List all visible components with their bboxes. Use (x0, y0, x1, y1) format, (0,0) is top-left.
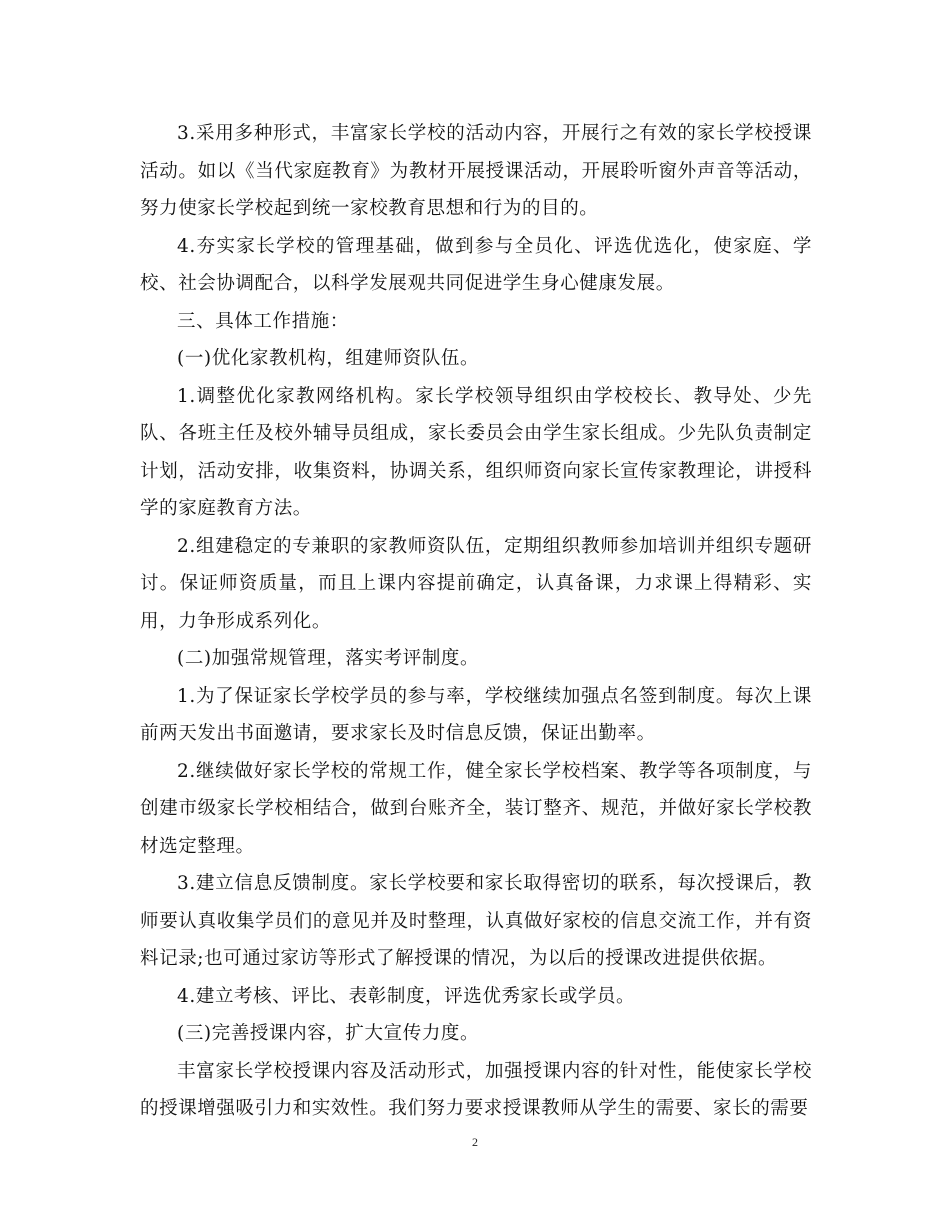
paragraph-measure-3-1: 丰富家长学校授课内容及活动形式，加强授课内容的针对性，能使家长学校的授课增强吸引力和实效性。我们努力要求授课教师从学生的需要、家长的需要 (140, 1060, 812, 1119)
paragraph-measure-2-3: 3.建立信息反馈制度。家长学校要和家长取得密切的联系，每次授课后，教师要认真收集学员们的意见并及时整理，认真做好家校的信息交流工作，并有资料记录;也可通过家访等形式了解授课的情况，为以后的授课改进提供依据。 (140, 873, 812, 969)
paragraph-measure-2-2: 2.继续做好家长学校的常规工作，健全家长学校档案、教学等各项制度，与创建市级家长学校相结合，做到台账齐全，装订整齐、规范，并做好家长学校教材选定整理。 (140, 760, 812, 857)
page-number: 2 (472, 1135, 478, 1149)
document-body (140, 115, 812, 1128)
paragraph-measure-2-4: 4.建立考核、评比、表彰制度，评选优秀家长或学员。 (177, 985, 636, 1007)
subsection-heading-2: (二)加强常规管理，落实考评制度。 (177, 648, 480, 669)
paragraph-measure-1-1: 1.调整优化家教网络机构。家长学校领导组织由学校校长、教导处、少先队、各班主任及校外辅导员组成，家长委员会由学生家长组成。少先队负责制定计划，活动安排，收集资料，协调关系，组织师资向家长宣传家教理论，讲授科学的家庭教育方法。 (140, 385, 812, 519)
section-heading-measures: 三、具体工作措施： (177, 310, 349, 332)
subsection-heading-3: (三)完善授课内容，扩大宣传力度。 (177, 1023, 480, 1044)
subsection-heading-1: (一)优化家教机构，组建师资队伍。 (177, 348, 480, 369)
paragraph-measure-2-1: 1.为了保证家长学校学员的参与率，学校继续加强点名签到制度。每次上课前两天发出书面邀请，要求家长及时信息反馈，保证出勤率。 (140, 685, 812, 744)
paragraph-item-4: 4.夯实家长学校的管理基础，做到参与全员化、评选优选化，使家庭、学校、社会协调配合，以科学发展观共同促进学生身心健康发展。 (140, 235, 812, 294)
paragraph-item-3: 3.采用多种形式，丰富家长学校的活动内容，开展行之有效的家长学校授课活动。如以《当代家庭教育》为教材开展授课活动，开展聆听窗外声音等活动，努力使家长学校起到统一家校教育思想和行为的目的。 (140, 123, 812, 219)
paragraph-measure-1-2: 2.组建稳定的专兼职的家教师资队伍，定期组织教师参加培训并组织专题研讨。保证师资质量，而且上课内容提前确定，认真备课，力求课上得精彩、实用，力争形成系列化。 (140, 535, 812, 632)
